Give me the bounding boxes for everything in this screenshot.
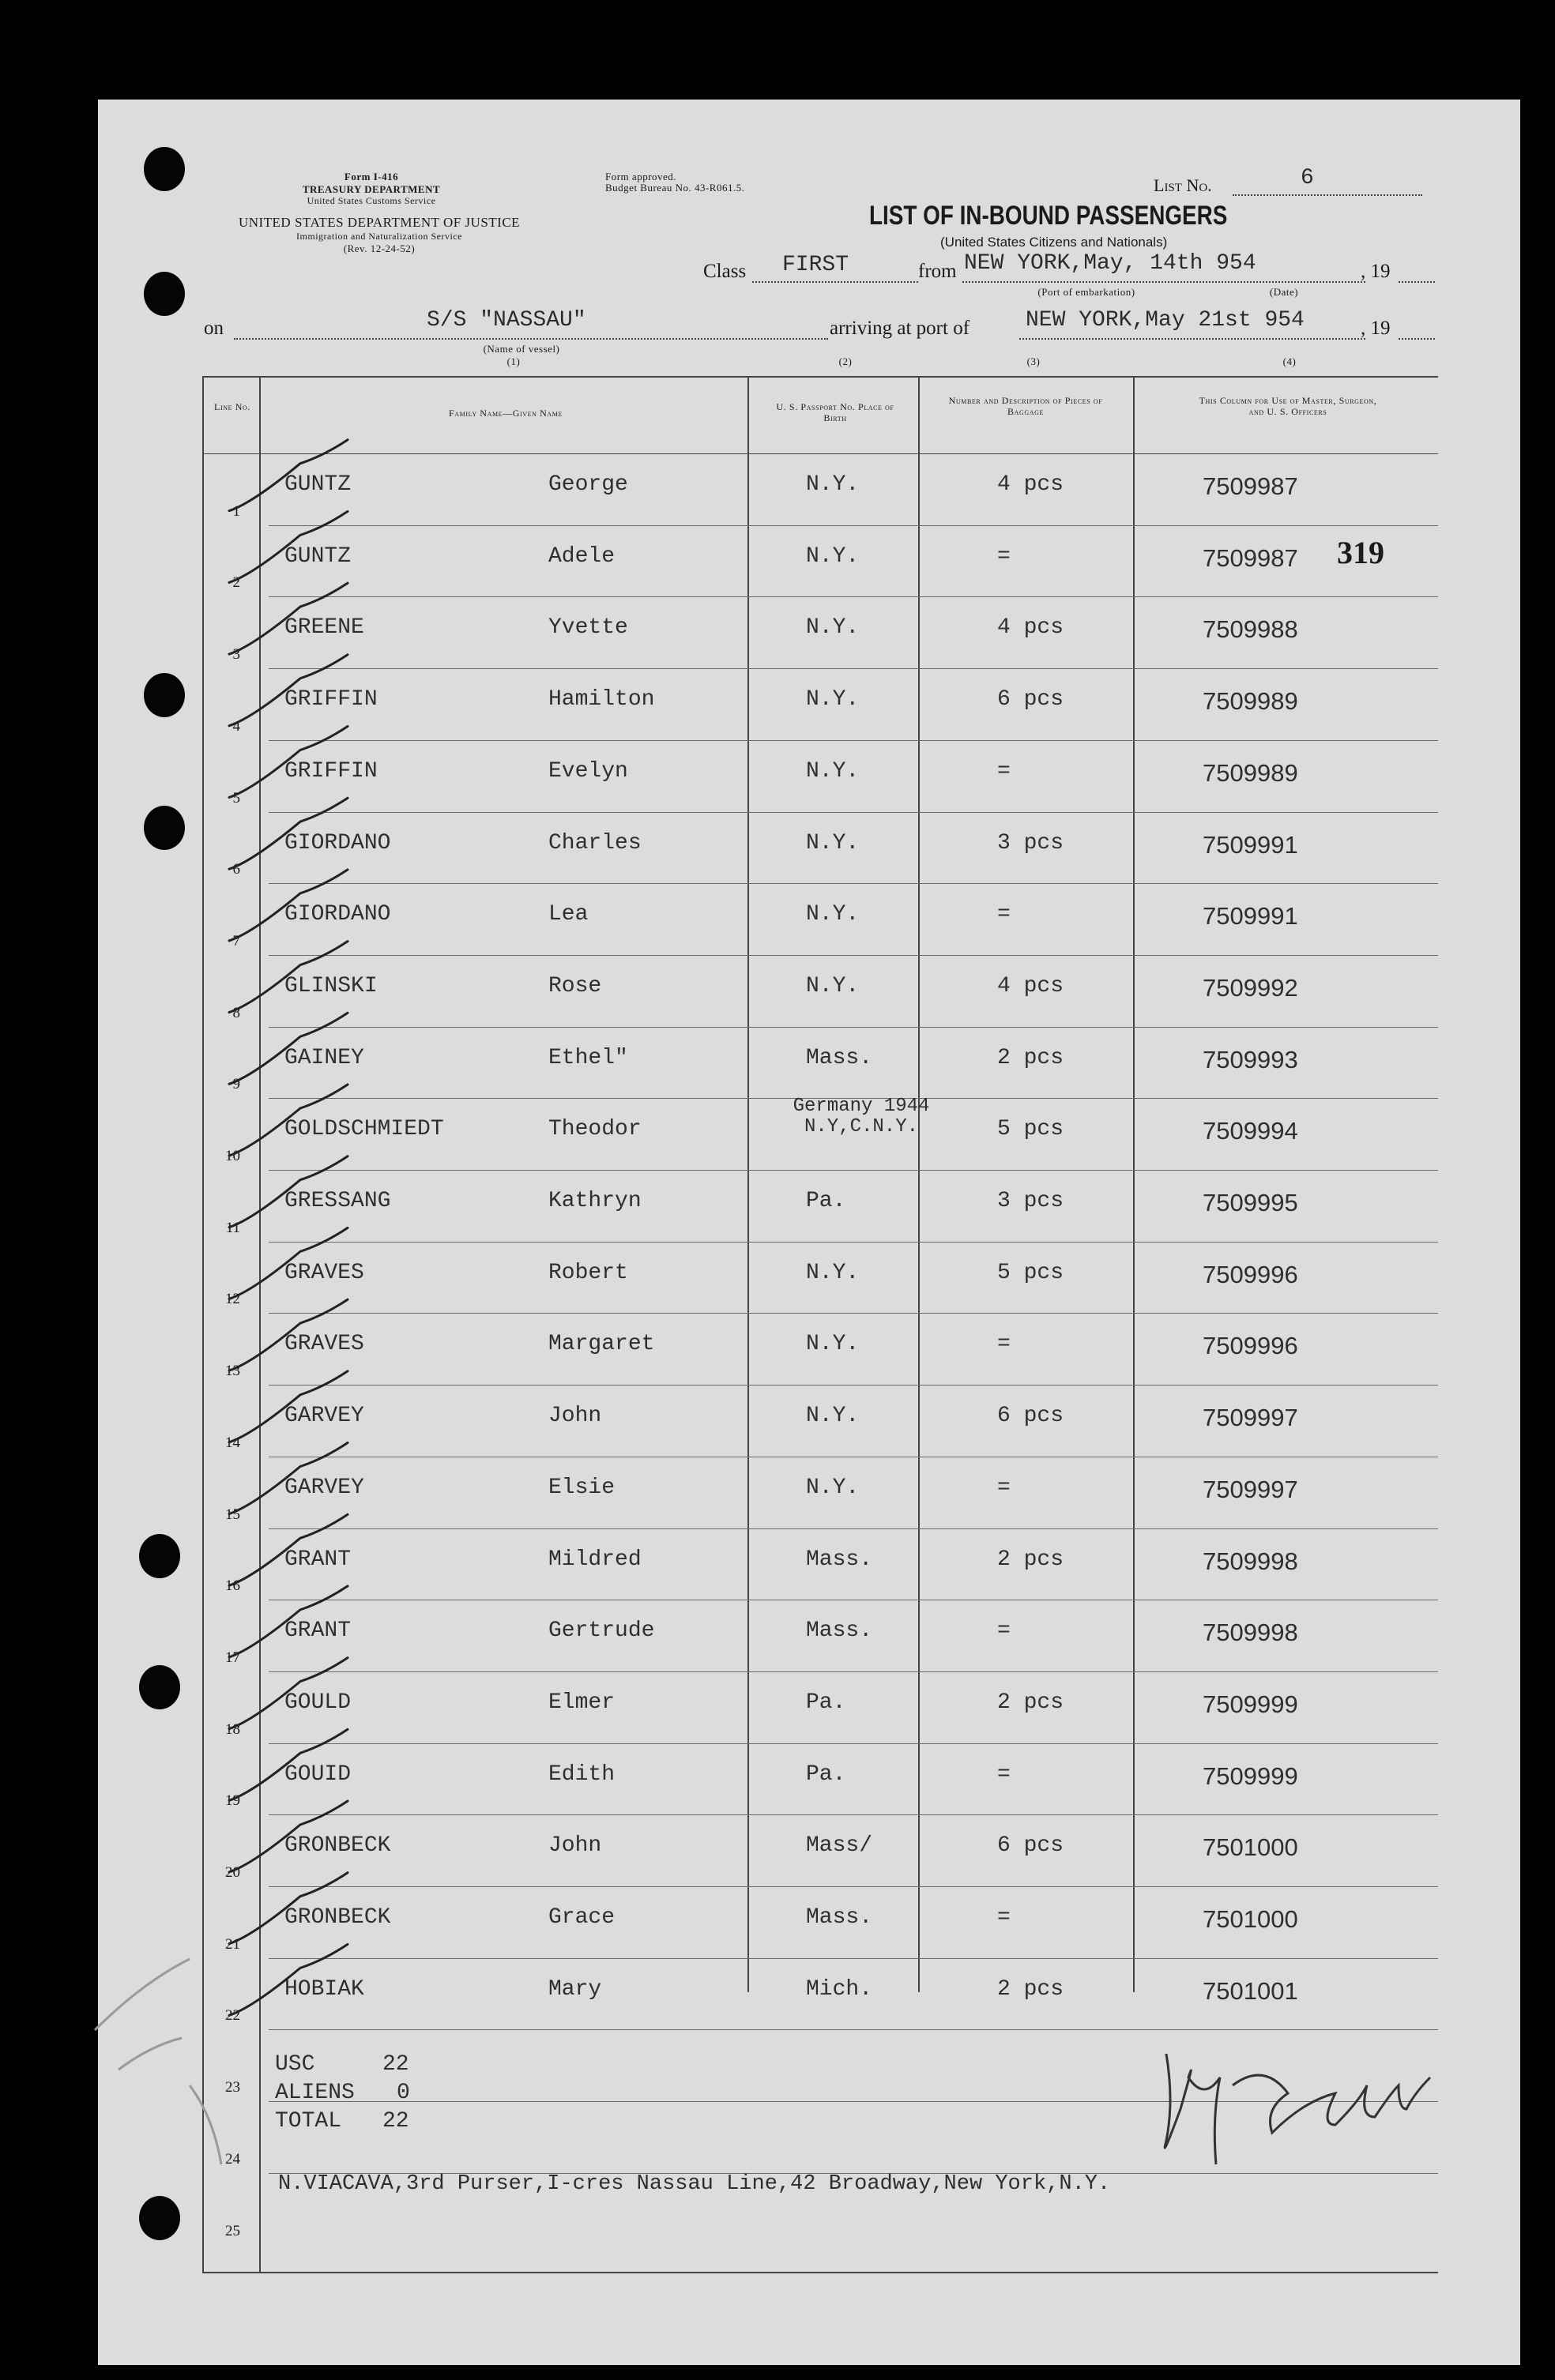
- total-label: TOTAL: [275, 2109, 342, 2134]
- place-of-birth: Pa.: [806, 1762, 846, 1787]
- place-of-birth: N.Y.: [806, 902, 860, 927]
- family-name: GARVEY: [284, 1404, 364, 1429]
- baggage-count: =: [997, 1332, 1011, 1357]
- table-top-border: [202, 376, 1438, 378]
- usc-value: 22: [382, 2052, 409, 2077]
- row-separator: [269, 1528, 1438, 1529]
- baggage-count: 6 pcs: [997, 1404, 1064, 1429]
- baggage-count: 3 pcs: [997, 830, 1064, 855]
- table-header-border: [202, 453, 1438, 454]
- row-separator: [269, 525, 1438, 526]
- from-label: from: [918, 261, 957, 282]
- line-number: 1: [232, 502, 240, 520]
- line-number: 16: [225, 1577, 240, 1595]
- family-name: GARVEY: [284, 1475, 364, 1500]
- vessel-name: S/S "NASSAU": [427, 308, 586, 333]
- given-name: Mary: [548, 1976, 602, 2002]
- row-separator: [269, 1743, 1438, 1744]
- row-separator: [269, 1385, 1438, 1386]
- given-name: Rose: [548, 973, 602, 998]
- baggage-count: 5 pcs: [997, 1260, 1064, 1285]
- row-separator: [269, 883, 1438, 884]
- baggage-count: =: [997, 543, 1011, 569]
- given-name: Elmer: [548, 1690, 616, 1715]
- line-number: 3: [232, 646, 240, 664]
- line-number: 15: [225, 1506, 240, 1523]
- baggage-count: 2 pcs: [997, 1045, 1064, 1070]
- baggage-count: =: [997, 1619, 1011, 1644]
- passport-number: 7509992: [1203, 973, 1298, 1002]
- line-number: 13: [225, 1363, 240, 1380]
- list-no-label: List No.: [1154, 175, 1212, 195]
- line-number: 4: [232, 717, 240, 735]
- family-name: GUNTZ: [284, 472, 352, 497]
- given-name: Elsie: [548, 1475, 616, 1500]
- baggage-count: 5 pcs: [997, 1117, 1064, 1142]
- list-no-value: 6: [1301, 166, 1314, 190]
- line-number: 6: [232, 861, 240, 878]
- line-number: 11: [225, 1219, 240, 1236]
- family-name: GRANT: [284, 1619, 352, 1644]
- row-separator: [269, 1814, 1438, 1815]
- binder-hole: [139, 1665, 180, 1709]
- baggage-count: 2 pcs: [997, 1976, 1064, 2002]
- row-separator: [269, 2101, 1438, 2102]
- passport-number: 7509994: [1203, 1117, 1298, 1145]
- family-name: GRONBECK: [284, 1833, 391, 1859]
- arrival-year: , 19: [1361, 318, 1391, 339]
- family-name: GRAVES: [284, 1260, 364, 1285]
- total-value: 22: [382, 2109, 409, 2134]
- passport-number: 7509989: [1203, 758, 1298, 787]
- given-name: Edith: [548, 1762, 616, 1787]
- binder-hole: [139, 1534, 180, 1578]
- on-label: on: [204, 318, 224, 339]
- justice-dept: UNITED STATES DEPARTMENT OF JUSTICE: [238, 215, 521, 230]
- passport-number: 7509995: [1203, 1189, 1298, 1216]
- given-name: Yvette: [548, 615, 628, 641]
- vessel-line: [234, 338, 828, 340]
- baggage-col-border: [1133, 376, 1135, 1992]
- aliens-value: 0: [397, 2081, 410, 2105]
- line-number: 21: [225, 1935, 240, 1953]
- given-name: Grace: [548, 1905, 616, 1930]
- baggage-count: 4 pcs: [997, 472, 1064, 497]
- line-number: 14: [225, 1434, 240, 1451]
- line-number: 22: [225, 2007, 240, 2025]
- row-separator: [269, 668, 1438, 669]
- baggage-count: 2 pcs: [997, 1690, 1064, 1715]
- place-of-birth: Mich.: [806, 1976, 873, 2002]
- passport-number: 7509989: [1203, 687, 1298, 716]
- line-number: 23: [225, 2079, 240, 2096]
- family-name: GOULD: [284, 1690, 352, 1715]
- line-number: 2: [232, 574, 240, 592]
- place-of-birth: N.Y.: [806, 973, 860, 998]
- baggage-count: 4 pcs: [997, 973, 1064, 998]
- family-name: GIORDANO: [284, 830, 391, 855]
- place-of-birth: N.Y.: [806, 1260, 860, 1285]
- baggage-count: 4 pcs: [997, 615, 1064, 641]
- family-name: GAINEY: [284, 1045, 364, 1070]
- place-of-birth: N.Y.: [806, 1404, 860, 1429]
- given-name: Adele: [548, 543, 616, 569]
- passport-number: 7509999: [1203, 1690, 1298, 1718]
- arrival-value: NEW YORK,May 21st 954: [1026, 308, 1305, 333]
- aliens-label: ALIENS: [275, 2081, 355, 2105]
- customs-service: United States Customs Service: [307, 195, 436, 206]
- form-subtitle: (United States Citizens and Nationals): [940, 235, 1168, 250]
- passport-number: 7501001: [1203, 1976, 1298, 2005]
- form-approved: Form approved.: [605, 171, 677, 182]
- row-separator: [269, 1886, 1438, 1887]
- col-officers: This Column for Use of Master, Surgeon, and U. S. Officers: [1199, 395, 1377, 417]
- passport-number: 7509996: [1203, 1332, 1298, 1360]
- given-name: Ethel": [548, 1045, 628, 1070]
- family-name: GLINSKI: [284, 973, 378, 998]
- place-of-birth: N.Y.: [806, 1332, 860, 1357]
- line-col-border: [259, 376, 261, 2273]
- baggage-count: 6 pcs: [997, 687, 1064, 712]
- place-of-birth: N.Y.: [806, 687, 860, 712]
- family-name: GRIFFIN: [284, 758, 378, 784]
- passport-number: 7509999: [1203, 1762, 1298, 1790]
- passport-number: 7509997: [1203, 1475, 1298, 1503]
- passport-number: 7509988: [1203, 615, 1298, 644]
- from-year: , 19: [1361, 261, 1391, 282]
- place-of-birth: Mass/: [806, 1833, 873, 1859]
- baggage-count: 2 pcs: [997, 1547, 1064, 1572]
- given-name: George: [548, 472, 628, 497]
- revision: (Rev. 12-24-52): [343, 243, 416, 254]
- given-name: Robert: [548, 1260, 628, 1285]
- class-value: FIRST: [782, 253, 849, 277]
- purser-signature-line: N.VIACAVA,3rd Purser,I-cres Nassau Line,42 Broadway,New York,N.Y.: [278, 2172, 1111, 2196]
- place-of-birth: Pa.: [806, 1189, 846, 1213]
- row-separator: [269, 740, 1438, 741]
- binder-hole: [144, 806, 185, 850]
- given-name: Gertrude: [548, 1619, 655, 1644]
- place-of-birth: N.Y.: [806, 615, 860, 641]
- arrival-line: [1019, 338, 1365, 340]
- ins-service: Immigration and Naturalization Service: [296, 231, 462, 242]
- vessel-caption: (Name of vessel): [483, 343, 560, 355]
- line-number: 9: [232, 1076, 240, 1093]
- given-name: Margaret: [548, 1332, 655, 1357]
- family-name: GRIFFIN: [284, 687, 378, 712]
- row-separator: [269, 1313, 1438, 1314]
- given-name: Charles: [548, 830, 642, 855]
- treasury-dept: TREASURY DEPARTMENT: [302, 183, 441, 195]
- row-separator: [269, 596, 1438, 597]
- place-of-birth: Mass.: [806, 1905, 873, 1930]
- arriving-label: arriving at port of: [830, 318, 970, 339]
- date-caption: (Date): [1269, 286, 1299, 298]
- line-number: 20: [225, 1864, 240, 1881]
- place-of-birth: N.Y.: [806, 830, 860, 855]
- caption-4: (4): [1282, 355, 1297, 367]
- line-number: 25: [225, 2222, 240, 2239]
- col-name: Family Name—Given Name: [449, 408, 563, 419]
- baggage-count: 6 pcs: [997, 1833, 1064, 1859]
- passport-number: 7509987: [1203, 543, 1298, 572]
- place-of-birth: Mass.: [806, 1547, 873, 1572]
- passport-number: 7509996: [1203, 1260, 1298, 1288]
- class-label: Class: [703, 261, 747, 282]
- family-name: HOBIAK: [284, 1976, 364, 2002]
- family-name: GRAVES: [284, 1332, 364, 1357]
- line-number: 10: [225, 1148, 240, 1164]
- row-separator: [269, 1671, 1438, 1672]
- col-line-no: Line No.: [214, 401, 250, 412]
- line-number: 19: [225, 1792, 240, 1810]
- name-col-border: [747, 376, 749, 1992]
- baggage-count: =: [997, 902, 1011, 927]
- list-no-line: [1233, 194, 1422, 196]
- line-number: 8: [232, 1004, 240, 1021]
- given-name: Mildred: [548, 1547, 642, 1572]
- from-year-line: [1399, 281, 1435, 283]
- line-number: 18: [225, 1720, 240, 1738]
- col-passport: U. S. Passport No. Place of Birth: [776, 401, 894, 423]
- place-of-birth: Germany 1944 N.Y,C.N.Y.: [793, 1096, 930, 1138]
- baggage-count: =: [997, 1762, 1011, 1787]
- row-separator: [269, 955, 1438, 956]
- given-name: Theodor: [548, 1117, 642, 1142]
- row-separator: [269, 1027, 1438, 1028]
- family-name: GRONBECK: [284, 1905, 391, 1930]
- port-embark-caption: (Port of embarkation): [1037, 286, 1135, 298]
- passport-number: 7501000: [1203, 1905, 1298, 1933]
- place-of-birth: Mass.: [806, 1619, 873, 1644]
- family-name: GOLDSCHMIEDT: [284, 1117, 444, 1142]
- row-separator: [269, 1242, 1438, 1243]
- family-name: GRESSANG: [284, 1189, 391, 1213]
- given-name: Evelyn: [548, 758, 628, 784]
- given-name: Lea: [548, 902, 589, 927]
- caption-2: (2): [838, 355, 853, 367]
- given-name: John: [548, 1404, 602, 1429]
- passport-number: 7501000: [1203, 1833, 1298, 1862]
- line-number: 5: [232, 789, 240, 806]
- passport-number: 7509987: [1203, 472, 1298, 500]
- given-name: Hamilton: [548, 687, 655, 712]
- passport-number: 7509991: [1203, 830, 1298, 859]
- baggage-count: =: [997, 1905, 1011, 1930]
- family-name: GIORDANO: [284, 902, 391, 927]
- baggage-count: 3 pcs: [997, 1189, 1064, 1213]
- given-name: John: [548, 1833, 602, 1859]
- from-line: [962, 281, 1365, 283]
- place-of-birth: Mass.: [806, 1045, 873, 1070]
- from-value: NEW YORK,May, 14th 954: [964, 251, 1256, 276]
- given-name: Kathryn: [548, 1189, 642, 1213]
- page-stamp-number: 319: [1337, 535, 1384, 570]
- place-of-birth: Pa.: [806, 1690, 846, 1715]
- line-number: 17: [225, 1649, 240, 1666]
- place-of-birth: N.Y.: [806, 1475, 860, 1500]
- baggage-count: =: [997, 1475, 1011, 1500]
- class-line: [752, 281, 918, 283]
- place-of-birth: N.Y.: [806, 758, 860, 784]
- line-number: 7: [232, 932, 240, 949]
- passport-col-border: [918, 376, 920, 1992]
- form-sheet: [98, 100, 1520, 2365]
- family-name: GUNTZ: [284, 543, 352, 569]
- family-name: GOUID: [284, 1762, 352, 1787]
- row-separator: [269, 2029, 1438, 2030]
- binder-hole: [139, 2196, 180, 2240]
- budget-bureau: Budget Bureau No. 43-R061.5.: [605, 182, 745, 194]
- baggage-count: =: [997, 758, 1011, 784]
- row-separator: [269, 812, 1438, 813]
- passport-number: 7509991: [1203, 902, 1298, 931]
- usc-label: USC: [275, 2052, 315, 2077]
- row-separator: [269, 1958, 1438, 1959]
- family-name: GRANT: [284, 1547, 352, 1572]
- caption-3: (3): [1026, 355, 1041, 367]
- arrival-year-line: [1399, 338, 1435, 340]
- form-number: Form I-416: [344, 171, 399, 182]
- place-of-birth: N.Y.: [806, 543, 860, 569]
- line-number: 24: [225, 2150, 240, 2168]
- form-title: LIST OF IN-BOUND PASSENGERS: [869, 201, 1228, 231]
- binder-hole: [144, 272, 185, 316]
- passport-number: 7509998: [1203, 1619, 1298, 1647]
- passport-number: 7509993: [1203, 1045, 1298, 1073]
- place-of-birth: N.Y.: [806, 472, 860, 497]
- passport-number: 7509998: [1203, 1547, 1298, 1575]
- binder-hole: [144, 147, 185, 191]
- binder-hole: [144, 673, 185, 717]
- passport-number: 7509997: [1203, 1404, 1298, 1432]
- family-name: GREENE: [284, 615, 364, 641]
- col-baggage: Number and Description of Pieces of Baggage: [948, 395, 1103, 417]
- row-separator: [269, 1170, 1438, 1171]
- line-number: 12: [225, 1291, 240, 1308]
- caption-1: (1): [506, 355, 521, 367]
- table-bottom-border: [202, 2272, 1438, 2273]
